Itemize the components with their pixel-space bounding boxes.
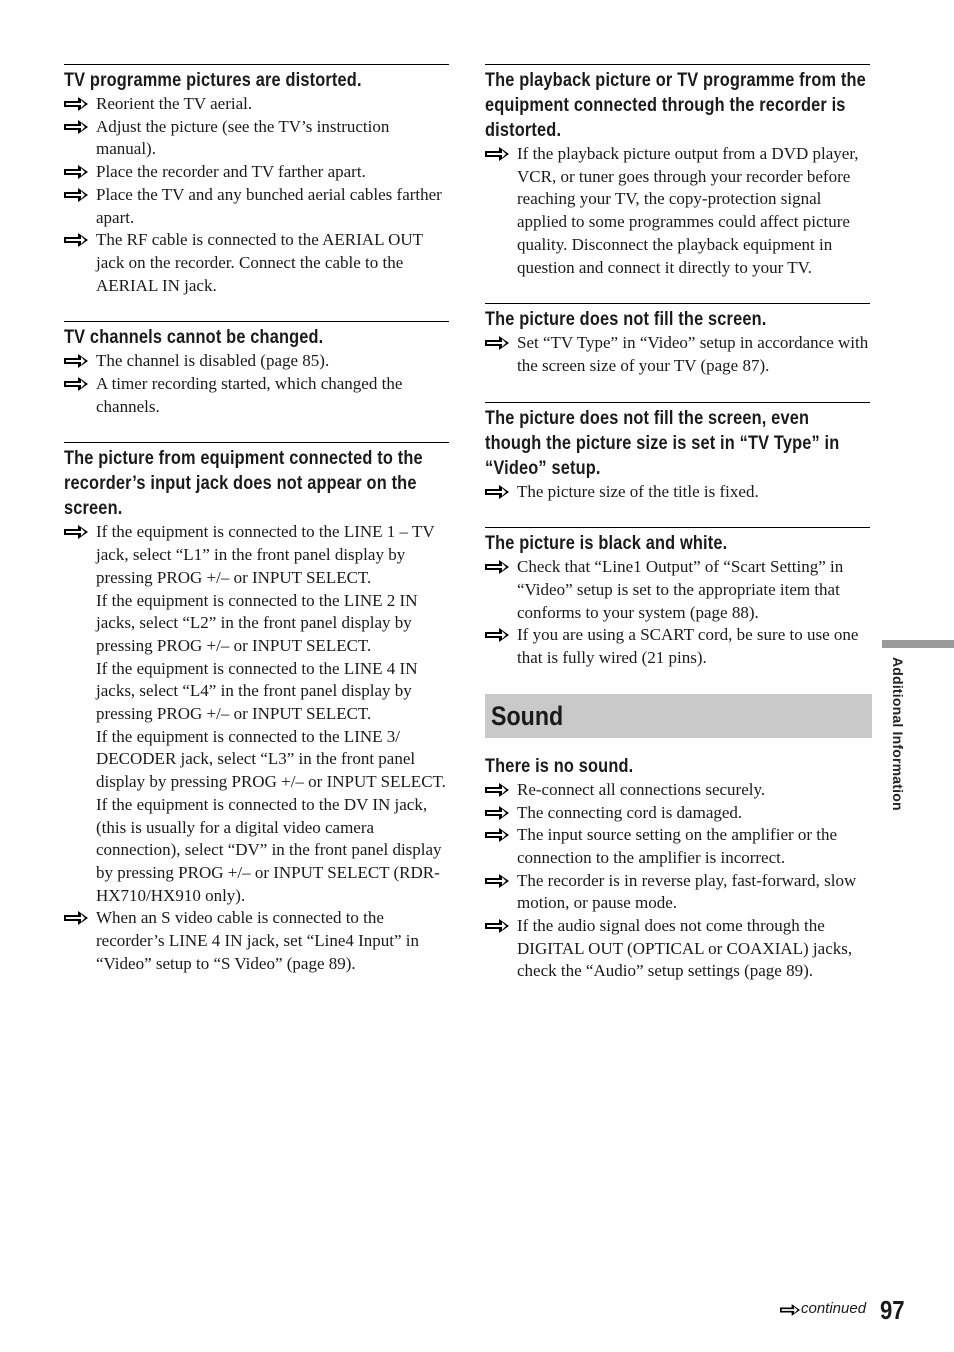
- item-text: Place the recorder and TV farther apart.: [96, 162, 366, 182]
- right-arrow-icon: [64, 97, 88, 111]
- section-playback-distorted: [485, 64, 870, 279]
- section-heading: There is no sound.: [485, 755, 634, 777]
- list-item: [485, 870, 870, 915]
- continued-text: continued: [801, 1300, 867, 1317]
- list-item: [485, 915, 870, 983]
- section-heading: The picture is black and white.: [485, 533, 728, 555]
- item-list: [64, 93, 449, 297]
- item-text: The picture size of the title is fixed.: [517, 481, 759, 501]
- item-text: When an S video cable is connected to the recorder’s LINE 4 IN jack, set “Line4 Input” in “Video” setup to “S Video” (page 89).: [96, 908, 420, 973]
- list-item: [64, 93, 449, 116]
- list-item: [64, 184, 449, 229]
- list-item: [485, 556, 870, 624]
- item-text: If the equipment is connected to the LINE 1 – TV jack, select “L1” in the front panel display by pressing PROG +/– or INPUT SELECT. If the equipment is connected to the LINE 2 IN jacks, select “L2” in the front panel display by pressing PROG +/– or INPUT SELECT. If the equipment is connected to the LINE 4 IN jacks, select “L4” in the front panel display by pressing PROG +/– or INPUT SELECT. If the equipment is connected to the LINE 3/ DECODER jack, select “L3” in the front panel display by pressing PROG +/– or INPUT SELECT. If the equipment is connected to the DV IN jack, (this is usually for a digital video camera connection), select “DV” in the front panel display by pressing PROG +/– or INPUT SELECT (RDR-HX710/HX910 only).: [96, 522, 446, 905]
- right-arrow-icon: [485, 806, 509, 820]
- list-item: [485, 624, 870, 669]
- right-arrow-icon: [64, 911, 88, 925]
- right-arrow-icon: [64, 525, 88, 539]
- right-column: [485, 64, 870, 1007]
- section-heading: The picture from equipment connected to the recorder’s input jack does not appear on the screen.: [64, 448, 423, 520]
- right-arrow-icon: [64, 120, 88, 134]
- item-text: Set “TV Type” in “Video” setup in accordance with the screen size of your TV (page 87).: [517, 333, 869, 375]
- item-list: [485, 332, 870, 377]
- item-text: If the playback picture output from a DVD player, VCR, or tuner goes through your recorder before reaching your TV, the copy-protection signal applied to some programmes could affect picture quality. Disconnect the playback equipment in question and connect it directly to your TV.: [517, 144, 859, 277]
- item-text: Check that “Line1 Output” of “Scart Setting” in “Video” setup is set to the appropriate item that conforms to your system (page 88).: [517, 557, 844, 622]
- item-list: [485, 556, 870, 670]
- list-item: [485, 824, 870, 869]
- right-arrow-icon: [64, 188, 88, 202]
- sound-section-band: [485, 694, 872, 738]
- item-text: The recorder is in reverse play, fast-forward, slow motion, or pause mode.: [517, 870, 857, 913]
- section-tv-distorted: [64, 64, 449, 297]
- item-text: The channel is disabled (page 85).: [96, 351, 330, 371]
- right-arrow-icon: [485, 147, 509, 161]
- right-arrow-icon: [780, 1303, 800, 1315]
- list-item: [485, 802, 870, 825]
- section-not-fill-tv-type: [485, 402, 870, 504]
- section-heading: TV programme pictures are distorted.: [64, 70, 362, 91]
- item-text: Re-connect all connections securely.: [517, 779, 766, 799]
- item-text: Place the TV and any bunched aerial cables farther apart.: [96, 184, 442, 227]
- item-list: [485, 143, 870, 279]
- side-tab-marker: [882, 640, 954, 648]
- item-list: [485, 481, 870, 504]
- list-item: [485, 332, 870, 377]
- right-arrow-icon: [485, 336, 509, 350]
- list-item: [64, 161, 449, 184]
- item-list: [64, 350, 449, 418]
- right-arrow-icon: [485, 874, 509, 888]
- list-item: [64, 521, 449, 907]
- section-black-white: [485, 527, 870, 670]
- section-no-sound: [485, 754, 870, 983]
- list-item: [64, 229, 449, 297]
- section-heading: The picture does not fill the screen, even though the picture size is set in “TV Type” in “Video” setup.: [485, 407, 840, 479]
- item-list: [485, 779, 870, 983]
- left-column: [64, 64, 449, 1000]
- right-arrow-icon: [485, 828, 509, 842]
- right-arrow-icon: [485, 919, 509, 933]
- list-item: [64, 350, 449, 373]
- right-arrow-icon: [64, 354, 88, 368]
- right-arrow-icon: [64, 377, 88, 391]
- right-arrow-icon: [64, 165, 88, 179]
- right-arrow-icon: [485, 783, 509, 797]
- item-text: Adjust the picture (see the TV’s instruction manual).: [96, 116, 390, 159]
- continued-marker: [780, 1300, 866, 1317]
- section-tv-channels: [64, 321, 449, 418]
- item-text: A timer recording started, which changed the channels.: [96, 374, 403, 416]
- item-text: The connecting cord is damaged.: [517, 802, 743, 822]
- item-text: The input source setting on the amplifier or the connection to the amplifier is incorrect.: [517, 825, 838, 867]
- item-text: Reorient the TV aerial.: [96, 94, 253, 113]
- list-item: [64, 116, 449, 161]
- list-item: [64, 907, 449, 975]
- section-heading: The picture does not fill the screen.: [485, 309, 767, 331]
- item-text: If the audio signal does not come through the DIGITAL OUT (OPTICAL or COAXIAL) jacks, check the “Audio” setup settings (page 89).: [517, 916, 853, 981]
- right-arrow-icon: [485, 628, 509, 642]
- page-number: 97: [880, 1295, 905, 1325]
- list-item: [64, 373, 449, 418]
- item-text: If you are using a SCART cord, be sure to use one that is fully wired (21 pins).: [517, 625, 859, 668]
- list-item: [485, 779, 870, 802]
- side-tab-label: [886, 657, 906, 827]
- list-item: [485, 143, 870, 279]
- section-input-jack: [64, 442, 449, 975]
- section-heading: The playback picture or TV programme from the equipment connected through the recorder is distorted.: [485, 70, 866, 141]
- list-item: [485, 481, 870, 504]
- side-tab-text: Additional Information: [890, 657, 906, 811]
- section-heading: TV channels cannot be changed.: [64, 327, 324, 349]
- right-arrow-icon: [64, 233, 88, 247]
- item-text: The RF cable is connected to the AERIAL OUT jack on the recorder. Connect the cable to the AERIAL IN jack.: [96, 230, 423, 295]
- sound-section-title: Sound: [491, 700, 564, 731]
- section-not-fill-screen: [485, 303, 870, 377]
- item-list: [64, 521, 449, 975]
- right-arrow-icon: [485, 560, 509, 574]
- right-arrow-icon: [485, 485, 509, 499]
